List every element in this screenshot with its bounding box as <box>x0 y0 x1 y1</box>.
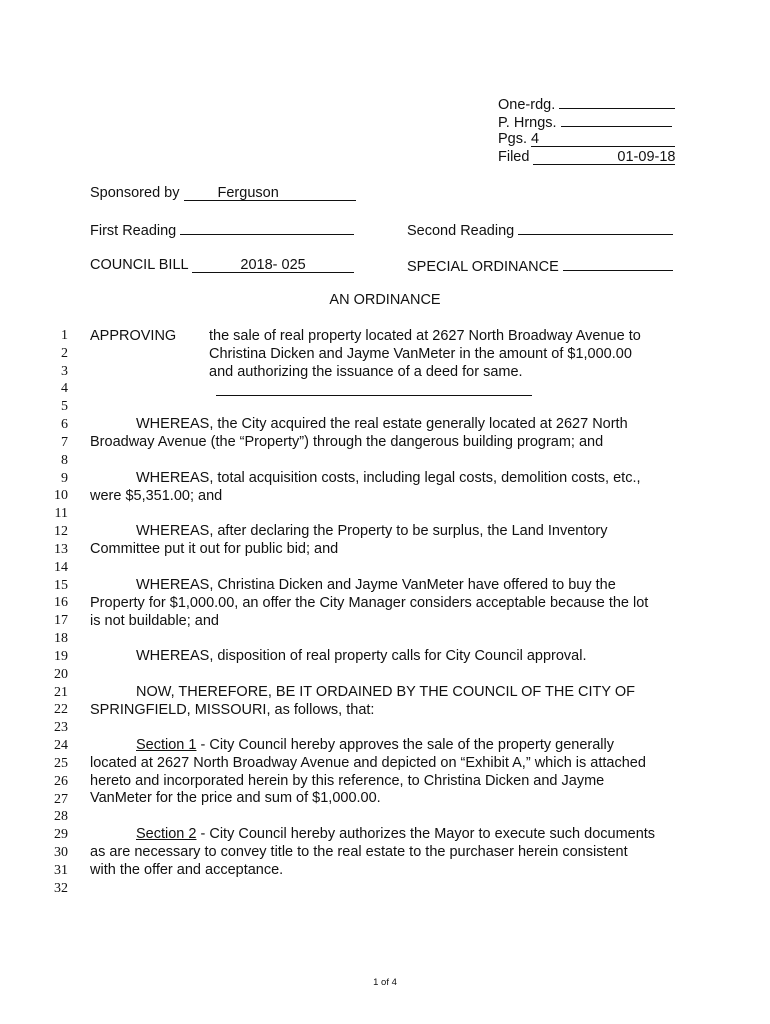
council-bill-value: 2018- 025 <box>192 258 354 273</box>
sponsor-field <box>90 184 356 202</box>
section-1-paragraph <box>90 737 690 808</box>
paragraph-line: - City Council hereby authorizes the Mayor to execute such documents <box>196 826 656 842</box>
line-number: 31 <box>54 863 68 878</box>
first-reading-field <box>90 220 354 240</box>
paragraph-line: located at 2627 North Broadway Avenue and depicted on “Exhibit A,” which is attached <box>90 754 646 771</box>
sponsor-label: Sponsored by <box>90 185 180 201</box>
line-number: 23 <box>54 720 68 735</box>
pgs-label: Pgs. <box>498 131 528 147</box>
paragraph-line: as are necessary to convey title to the real estate to the purchaser herein consistent <box>90 843 628 860</box>
line-number: 1 <box>61 328 68 343</box>
approving-line: the sale of real property located at 2627 North Broadway Avenue to <box>209 328 641 344</box>
paragraph-line: with the offer and acceptance. <box>90 861 284 878</box>
sponsor-value: Ferguson <box>184 186 356 201</box>
paragraph-line: VanMeter for the price and sum of $1,000.00. <box>90 790 381 807</box>
section-2-paragraph <box>90 826 690 879</box>
line-number: 29 <box>54 827 68 842</box>
line-number: 19 <box>54 649 68 664</box>
whereas-paragraph-2 <box>90 470 690 506</box>
section-2-heading: Section 2 <box>136 826 197 842</box>
line-number: 13 <box>54 542 68 557</box>
line-number: 21 <box>54 685 68 700</box>
line-number: 9 <box>61 471 68 486</box>
line-number: 3 <box>61 364 68 379</box>
council-bill-field <box>90 256 354 274</box>
line-number: 30 <box>54 845 68 860</box>
paragraph-line: WHEREAS, after declaring the Property to be surplus, the Land Inventory <box>136 523 608 539</box>
p-hrngs-value <box>561 112 672 127</box>
line-number: 20 <box>54 667 68 682</box>
line-number: 22 <box>54 702 68 717</box>
paragraph-line: NOW, THEREFORE, BE IT ORDAINED BY THE COUNCIL OF THE CITY OF <box>136 684 635 700</box>
filed-value: 01-09-18 <box>533 150 675 165</box>
special-ordinance-value <box>563 256 673 271</box>
first-reading-label: First Reading <box>90 223 177 239</box>
paragraph-line: Committee put it out for public bid; and <box>90 540 339 557</box>
line-number: 18 <box>54 631 68 646</box>
special-ordinance-label: SPECIAL ORDINANCE <box>407 259 559 275</box>
line-number: 16 <box>54 595 68 610</box>
line-number: 27 <box>54 792 68 807</box>
paragraph-line: hereto and incorporated herein by this reference, to Christina Dicken and Jayme <box>90 772 605 789</box>
line-number: 8 <box>61 453 68 468</box>
council-bill-label: COUNCIL BILL <box>90 257 189 273</box>
line-number: 6 <box>61 417 68 432</box>
paragraph-line: WHEREAS, disposition of real property calls for City Council approval. <box>136 648 587 664</box>
one-rdg-label: One-rdg. <box>498 97 556 113</box>
page-number: 1 of 4 <box>373 977 397 988</box>
paragraph-line: WHEREAS, total acquisition costs, including legal costs, demolition costs, etc., <box>136 470 641 486</box>
line-number: 26 <box>54 774 68 789</box>
whereas-paragraph-1 <box>90 416 690 452</box>
whereas-paragraph-3 <box>90 523 690 559</box>
whereas-paragraph-4 <box>90 577 690 630</box>
paragraph-line: were $5,351.00; and <box>90 487 223 504</box>
line-number: 12 <box>54 524 68 539</box>
line-number: 28 <box>54 809 68 824</box>
whereas-paragraph-5 <box>90 648 690 666</box>
second-reading-label: Second Reading <box>407 223 515 239</box>
paragraph-line: Property for $1,000.00, an offer the City Manager considers acceptable because the lot <box>90 594 649 611</box>
paragraph-line: - City Council hereby approves the sale of the property generally <box>196 737 614 753</box>
line-number: 32 <box>54 881 68 896</box>
p-hrngs-label: P. Hrngs. <box>498 115 557 131</box>
line-number: 14 <box>54 560 68 575</box>
paragraph-line: is not buildable; and <box>90 612 219 629</box>
section-1-heading: Section 1 <box>136 737 197 753</box>
approving-line: and authorizing the issuance of a deed for same. <box>209 364 523 380</box>
line-number: 24 <box>54 738 68 753</box>
second-reading-value <box>518 220 673 235</box>
line-number: 5 <box>61 399 68 414</box>
line-number: 2 <box>61 346 68 361</box>
line-number: 17 <box>54 613 68 628</box>
paragraph-line: Broadway Avenue (the “Property”) through the dangerous building program; and <box>90 433 604 450</box>
line-number: 4 <box>61 381 68 396</box>
filed-label: Filed <box>498 149 530 165</box>
ordinance-title: AN ORDINANCE <box>329 292 441 308</box>
one-rdg-value <box>559 94 675 109</box>
paragraph-line: WHEREAS, the City acquired the real estate generally located at 2627 North <box>136 416 628 432</box>
pgs-value: 4 <box>531 132 675 147</box>
line-number: 7 <box>61 435 68 450</box>
line-number: 15 <box>54 578 68 593</box>
special-ordinance-field <box>407 256 673 276</box>
approving-label: APPROVING <box>90 328 177 344</box>
ordained-paragraph <box>90 684 690 720</box>
line-number: 11 <box>54 506 68 521</box>
line-number: 25 <box>54 756 68 771</box>
paragraph-line: SPRINGFIELD, MISSOURI, as follows, that: <box>90 701 375 718</box>
paragraph-line: WHEREAS, Christina Dicken and Jayme VanMeter have offered to buy the <box>136 577 616 593</box>
title-divider <box>216 395 532 396</box>
second-reading-field <box>407 220 673 240</box>
one-rdg-field <box>498 94 675 114</box>
filed-field <box>498 148 675 166</box>
line-number: 10 <box>54 488 68 503</box>
p-hrngs-field <box>498 112 672 132</box>
first-reading-value <box>180 220 354 235</box>
pgs-field <box>498 130 675 148</box>
approving-line: Christina Dicken and Jayme VanMeter in the amount of $1,000.00 <box>209 346 632 362</box>
